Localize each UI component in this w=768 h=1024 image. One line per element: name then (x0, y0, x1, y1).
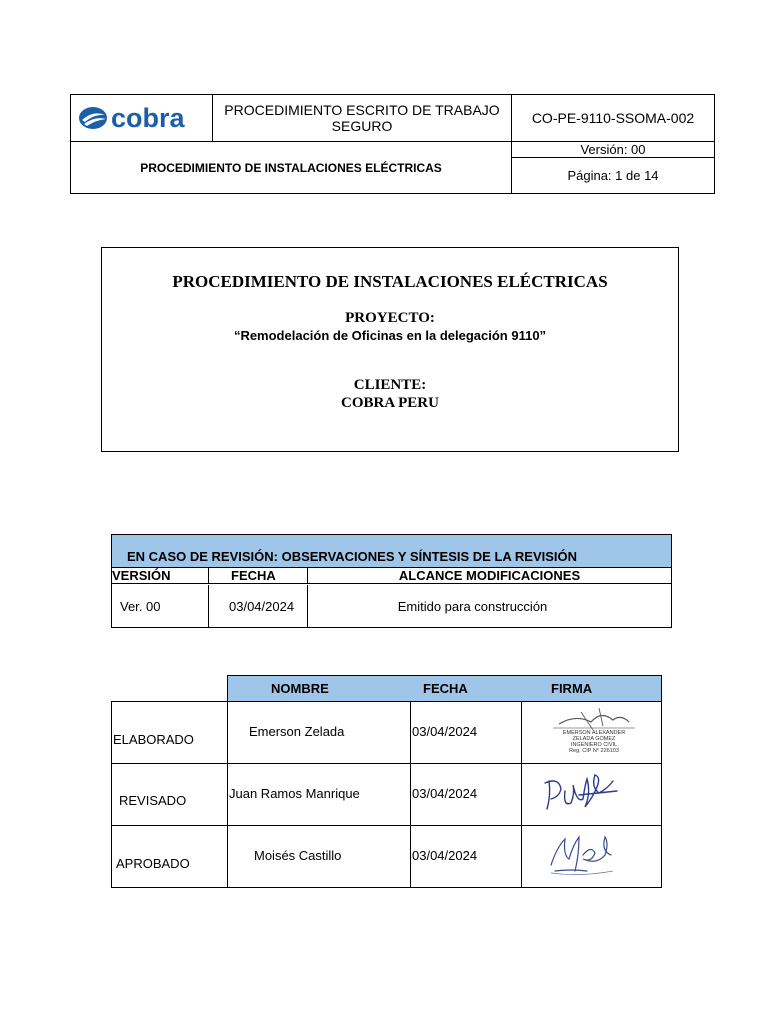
role-cell (111, 825, 228, 888)
signature-cell (521, 763, 662, 826)
logo-cell (71, 95, 213, 141)
client-label: CLIENTE: (353, 377, 427, 393)
revision-table (111, 534, 672, 628)
revision-heading: EN CASO DE REVISIÓN: OBSERVACIONES Y SÍNTESIS DE LA REVISIÓN (112, 535, 671, 568)
signer-name: Juan Ramos Manrique (229, 786, 360, 801)
col-header-scope: ALCANCE MODIFICACIONES (308, 568, 671, 584)
revision-date: 03/04/2024 (209, 585, 308, 627)
col-header-date: FECHA (209, 568, 308, 584)
role-cell (111, 763, 228, 826)
doc-code-cell (512, 95, 714, 141)
project-name: “Remodelación de Oficinas en la delegación 9110” (233, 328, 547, 343)
col-header-signature-label: FIRMA (551, 681, 593, 696)
handwritten-signature (521, 763, 662, 826)
svg-text:EMERSON ALEXANDER: EMERSON ALEXANDER (562, 730, 626, 736)
signature-stamp-image (521, 702, 662, 765)
sign-date: 03/04/2024 (412, 786, 478, 801)
date-cell (410, 701, 522, 764)
revision-version: Ver. 00 (112, 585, 209, 627)
col-header-date-label: FECHA (423, 681, 468, 696)
signature-cell (521, 701, 662, 764)
name-cell (227, 763, 411, 826)
role-cell (111, 701, 228, 764)
cobra-logo (71, 95, 213, 141)
page-number: Página: 1 de 14 (567, 168, 659, 183)
sign-date: 03/04/2024 (412, 724, 478, 739)
procedure-name: PROCEDIMIENTO DE INSTALACIONES ELÉCTRICAS (140, 160, 442, 175)
col-header-signature (521, 675, 662, 702)
col-header-name-label: NOMBRE (271, 681, 329, 696)
sign-date: 03/04/2024 (412, 848, 478, 863)
svg-text:Reg. CIP N° 226103: Reg. CIP N° 226103 (569, 748, 619, 754)
role-label: ELABORADO (113, 732, 194, 747)
svg-text:ZELADA GOMEZ: ZELADA GOMEZ (572, 736, 616, 742)
signer-name: Moisés Castillo (254, 848, 342, 863)
doc-type-cell (213, 95, 512, 141)
role-label: REVISADO (119, 793, 187, 808)
version-cell (512, 142, 714, 158)
version-text: Versión: 00 (580, 142, 646, 157)
date-cell (410, 825, 522, 888)
role-label: APROBADO (116, 856, 190, 871)
col-header-version: VERSIÓN (112, 568, 209, 584)
signer-name: Emerson Zelada (249, 724, 345, 739)
client-name: COBRA PERU (341, 395, 439, 411)
name-cell (227, 701, 411, 764)
doc-type: PROCEDIMIENTO ESCRITO DE TRABAJO SEGURO (224, 102, 500, 134)
logo-wordmark: cobra (111, 103, 185, 133)
svg-text:INGENIERO CIVIL: INGENIERO CIVIL (570, 742, 618, 748)
date-cell (410, 763, 522, 826)
col-header-name (227, 675, 411, 702)
document-title: PROCEDIMIENTO DE INSTALACIONES ELÉCTRICAS (172, 272, 608, 291)
signature-table (111, 675, 662, 888)
col-header-date (410, 675, 522, 702)
page-cell (512, 158, 714, 193)
procedure-cell (71, 142, 512, 193)
doc-code: CO-PE-9110-SSOMA-002 (531, 110, 695, 126)
title-box (101, 247, 679, 452)
revision-scope: Emitido para construcción (397, 598, 548, 614)
document-header (70, 94, 715, 194)
name-cell (227, 825, 411, 888)
handwritten-signature (521, 825, 662, 888)
project-label: PROYECTO: (345, 310, 435, 326)
signature-cell (521, 825, 662, 888)
